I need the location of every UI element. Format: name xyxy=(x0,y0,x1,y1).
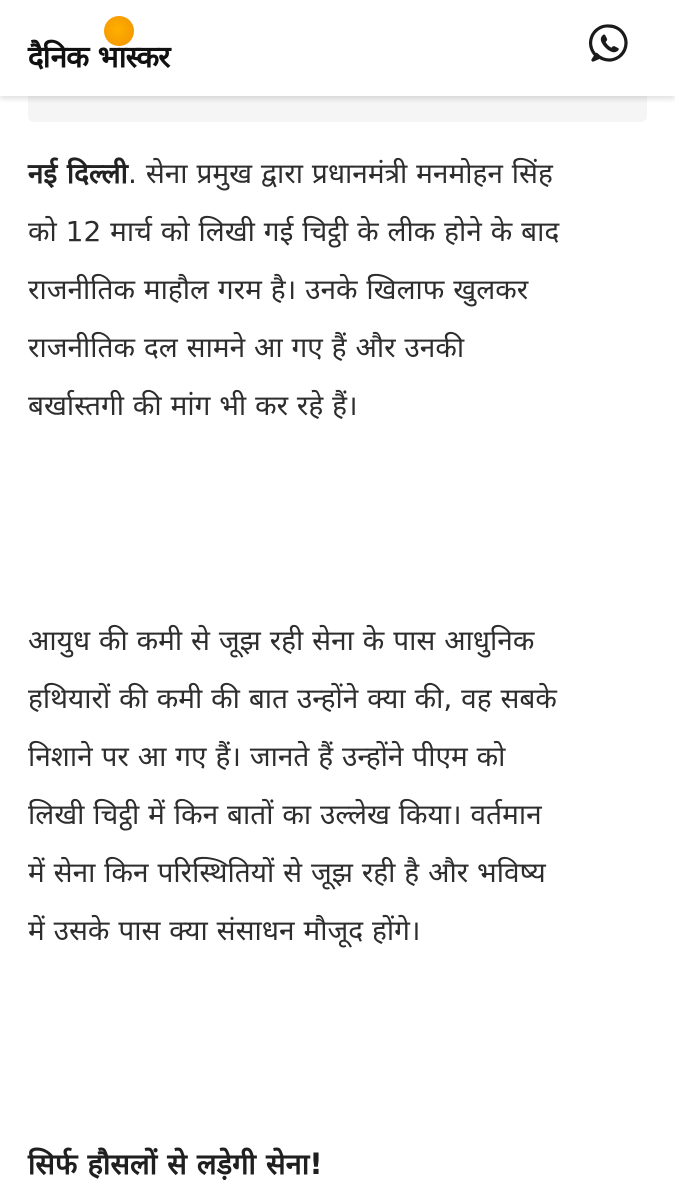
paragraph-line xyxy=(28,145,647,203)
paragraph-line: राजनीतिक माहौल गरम है। उनके खिलाफ खुलकर xyxy=(28,273,529,306)
paragraph-line: निशाने पर आ गए हैं। जानते हैं उन्होंने पीएम को xyxy=(28,740,506,773)
paragraph-line: बर्खास्तगी की मांग भी कर रहे हैं। xyxy=(28,389,358,422)
article-subheading: सिर्फ हौसलों से लड़ेगी सेना! xyxy=(28,1147,323,1181)
paragraph-line: हथियारों की कमी की बात उन्होंने क्या की, वह सबके xyxy=(28,682,557,715)
logo-wordmark: दैनिक भास्कर xyxy=(28,40,170,75)
site-header xyxy=(0,0,675,96)
paragraph-line: राजनीतिक दल सामने आ गए हैं और उनकी xyxy=(28,331,465,364)
paragraph-line-text: . सेना प्रमुख द्वारा प्रधानमंत्री मनमोहन सिंह xyxy=(128,157,553,190)
header-sub-bar xyxy=(28,96,647,122)
article-paragraph-1 xyxy=(28,145,647,435)
paragraph-line: में सेना किन परिस्थितियों से जूझ रही है और भविष्य xyxy=(28,856,546,889)
paragraph-line: में उसके पास क्या संसाधन मौजूद होंगे। xyxy=(28,914,421,947)
paragraph-line: आयुध की कमी से जूझ रही सेना के पास आधुनिक xyxy=(28,624,535,657)
site-logo[interactable] xyxy=(28,14,218,84)
paragraph-line: लिखी चिट्ठी में किन बातों का उल्लेख किया। वर्तमान xyxy=(28,798,542,831)
paragraph-line: को 12 मार्च को लिखी गई चिट्ठी के लीक होने के बाद xyxy=(28,215,560,248)
whatsapp-icon[interactable] xyxy=(588,22,630,64)
dateline: नई दिल्ली xyxy=(28,157,129,190)
article-paragraph-2 xyxy=(28,612,647,960)
